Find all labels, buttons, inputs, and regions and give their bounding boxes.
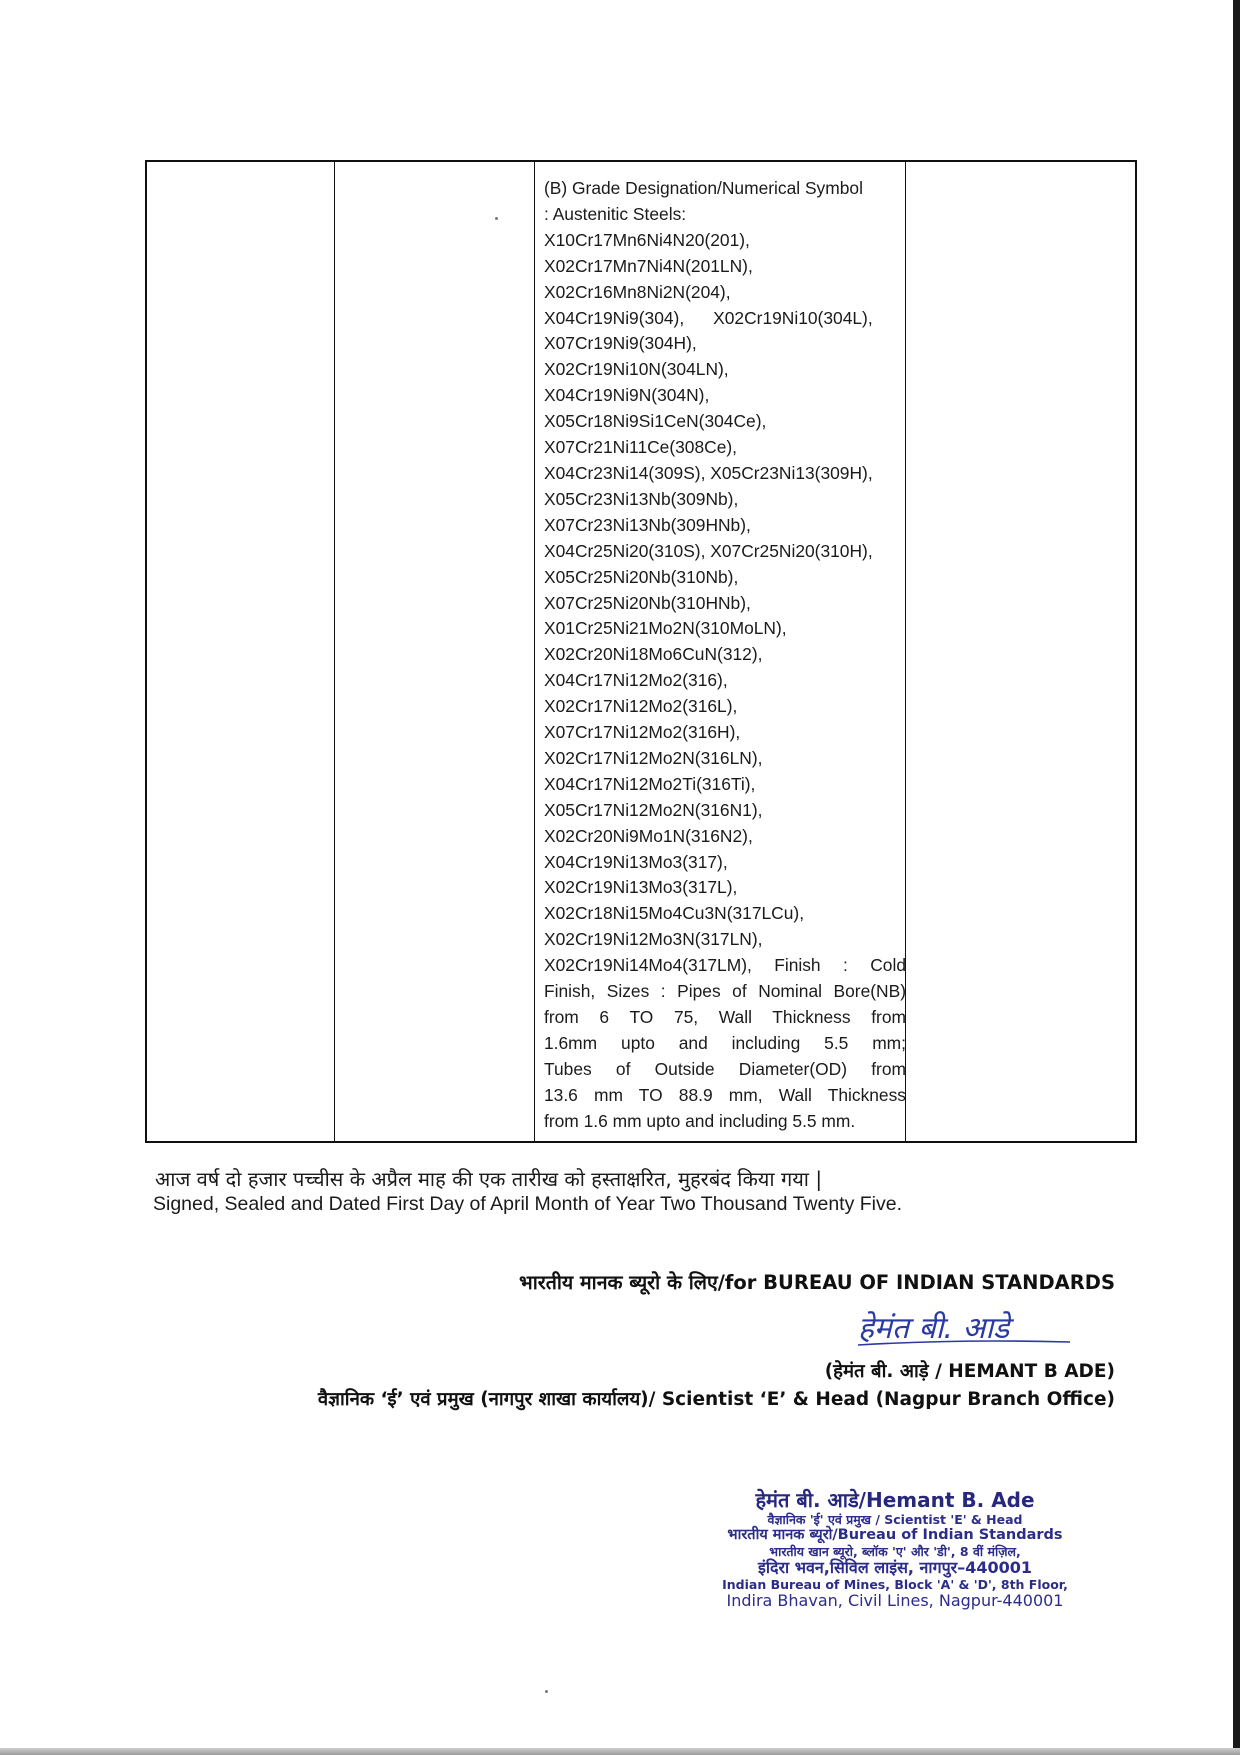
signed-statement-hindi: आज वर्ष दो हजार पच्चीस के अप्रैल माह की एक तारीख को हस्ताक्षरित, मुहरबंद किया गया | [155,1167,823,1191]
signatory-name: (हेमंत बी. आड़े / HEMANT B ADE) [824,1361,1115,1382]
stamp-city-line: Indira Bhavan, Civil Lines, Nagpur-440001 [726,1591,1064,1610]
spec-line: X02Cr19Ni10N(304LN), [544,359,729,380]
spec-line: X02Cr17Mn7Ni4N(201LN), [544,255,753,276]
spec-line: (B) Grade Designation/Numerical Symbol [544,178,863,198]
spec-line: X02Cr16Mn8Ni2N(204), [544,281,731,302]
spec-line: X04Cr19Ni9(304), X02Cr19Ni10(304L), [544,307,873,328]
grade-spec-cell [544,176,906,1135]
spec-line: X05Cr17Ni12Mo2N(316N1), [544,799,763,820]
stamp-designation: वैज्ञानिक 'ई' एवं प्रमुख / Scientist 'E' & Head [767,1512,1023,1527]
spec-line: X04Cr19Ni13Mo3(317), [544,851,728,872]
spec-line: X02Cr18Ni15Mo4Cu3N(317LCu), [544,903,805,924]
spec-line: X02Cr19Ni13Mo3(317L), [544,877,738,898]
page-edge [1233,0,1240,1755]
spec-line: X01Cr25Ni21Mo2N(310MoLN), [544,618,787,639]
stamp-organization: भारतीय मानक ब्यूरो/Bureau of Indian Standards [727,1527,1063,1543]
column-divider [334,162,335,1141]
spec-line: X04Cr19Ni9N(304N), [544,385,710,406]
spec-line: X02Cr20Ni9Mo1N(316N2), [544,825,753,846]
scan-speck [545,1690,548,1693]
spec-line: X10Cr17Mn6Ni4N20(201), [544,229,750,250]
signature-text: हेमंत बी. आडे [858,1311,1010,1346]
spec-line: 1.6mm upto and including 5.5 mm; [544,1032,906,1053]
official-stamp [690,1488,1100,1610]
specs-table [145,160,1137,1143]
stamp-name: हेमंत बी. आडे/Hemant B. Ade [755,1488,1035,1512]
spec-line: X04Cr17Ni12Mo2(316), [544,670,728,691]
signature [848,1298,1078,1353]
spec-line: X05Cr25Ni20Nb(310Nb), [544,566,739,587]
spec-line: : Austenitic Steels: [544,203,687,224]
signed-statement-english: Signed, Sealed and Dated First Day of April Month of Year Two Thousand Twenty Five. [153,1193,903,1215]
spec-line: X02Cr17Ni12Mo2N(316LN), [544,747,763,768]
spec-line: X07Cr23Ni13Nb(309HNb), [544,514,751,535]
spec-line: X07Cr25Ni20Nb(310HNb), [544,592,751,613]
stamp-pin-hindi: इंदिरा भवन,सिविल लाइंस, नागपुर–440001 [757,1558,1033,1577]
spec-line: X02Cr19Ni12Mo3N(317LN), [544,929,763,950]
column-divider [534,162,535,1141]
spec-line: X07Cr17Ni12Mo2(316H), [544,722,741,743]
spec-line: X04Cr23Ni14(309S), X05Cr23Ni13(309H), [544,462,873,483]
signatory-designation: वैज्ञानिक ‘ई’ एवं प्रमुख (नागपुर शाखा कार्यालय)/ Scientist ‘E’ & Head (Nagpur Branch Office) [317,1389,1115,1410]
stamp-address-english: Indian Bureau of Mines, Block 'A' & 'D', 8th Floor, [722,1577,1068,1592]
spec-line: X02Cr19Ni14Mo4(317LM), Finish : Cold [544,955,906,976]
spec-line: 13.6 mm TO 88.9 mm, Wall Thickness [544,1084,906,1105]
page-edge-bottom [0,1748,1240,1755]
spec-line: X04Cr25Ni20(310S), X07Cr25Ni20(310H), [544,540,873,561]
spec-line: from 1.6 mm upto and including 5.5 mm. [544,1110,856,1131]
spec-line: X02Cr17Ni12Mo2(316L), [544,696,738,717]
spec-line: X05Cr23Ni13Nb(309Nb), [544,488,739,509]
spec-line: X05Cr18Ni9Si1CeN(304Ce), [544,411,767,432]
spec-line: Tubes of Outside Diameter(OD) from [544,1058,906,1079]
spec-line: X07Cr21Ni11Ce(308Ce), [544,437,738,458]
spec-line: X07Cr19Ni9(304H), [544,333,697,354]
for-bis-line: भारतीय मानक ब्यूरो के लिए/for BUREAU OF INDIAN STANDARDS [518,1271,1115,1294]
stamp-address-hindi: भारतीय खान ब्यूरो, ब्लॉक 'ए' और 'डी', 8 वीं मंज़िल, [769,1544,1021,1559]
spec-line: X02Cr20Ni18Mo6CuN(312), [544,644,763,665]
spec-line: Finish, Sizes : Pipes of Nominal Bore(NB) [544,981,906,1002]
spec-line: X04Cr17Ni12Mo2Ti(316Ti), [544,773,756,794]
spec-line: from 6 TO 75, Wall Thickness from [544,1007,906,1027]
